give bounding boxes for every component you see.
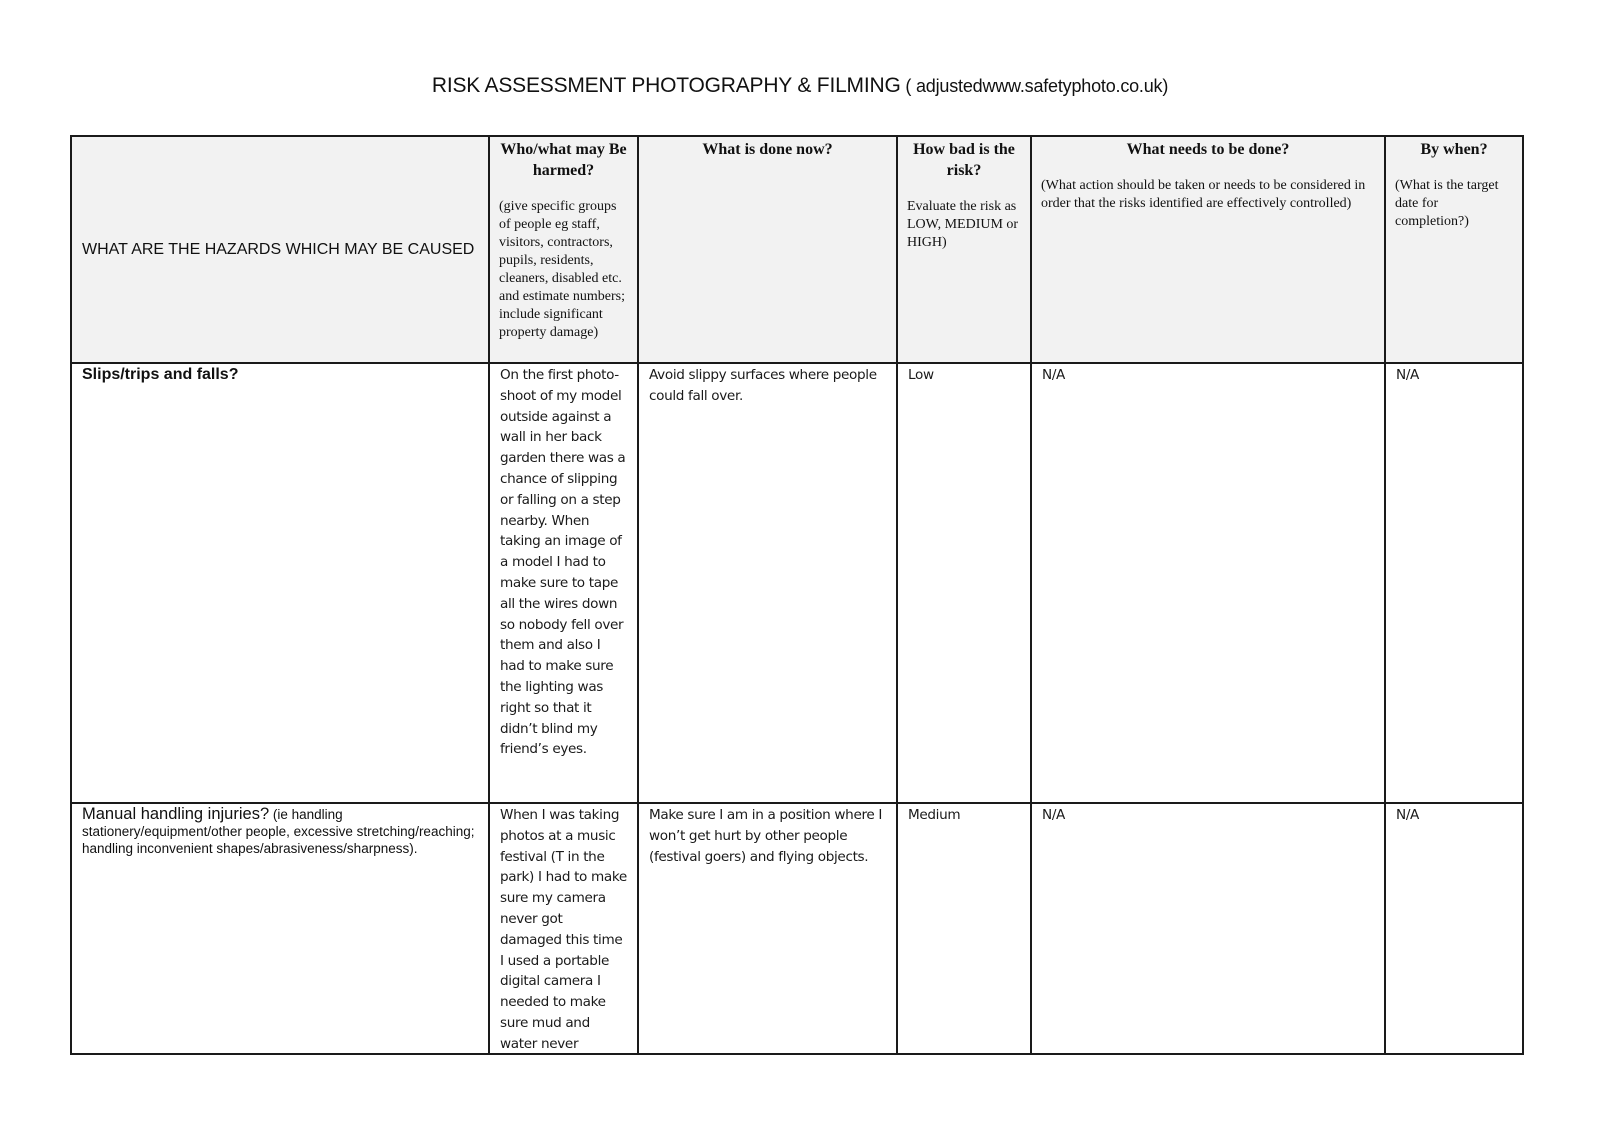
how-bad-text: Medium <box>908 807 961 823</box>
header-by-when-title: By when? <box>1420 141 1488 158</box>
who-cell <box>489 363 638 803</box>
who-text: On the first photo-shoot of my model outside against a wall in her back garden there was a chance of slipping or falling on a step nearby. When taking an image of a model I had to make sure to tape all the wires down so nobody fell over them and also I had to make sure the lighting was right so that it didn’t blind my friend’s eyes. <box>500 367 626 758</box>
by-when-cell <box>1385 363 1523 803</box>
header-done-now <box>638 136 897 363</box>
needs-done-text: N/A <box>1042 807 1065 823</box>
needs-done-cell <box>1031 803 1385 1054</box>
header-who <box>489 136 638 363</box>
hazard-title: Slips/trips and falls? <box>82 366 239 383</box>
header-how-bad-title: How bad is the risk? <box>913 141 1015 179</box>
header-needs-done-note: (What action should be taken or needs to be considered in order that the risks identified are effectively controlled) <box>1041 178 1366 211</box>
risk-assessment-table <box>70 135 1524 1055</box>
who-cell <box>489 803 638 1054</box>
done-now-text: Avoid slippy surfaces where people could fall over. <box>649 367 877 404</box>
by-when-text: N/A <box>1396 367 1419 383</box>
page-title <box>0 74 1600 98</box>
header-needs-done-title: What needs to be done? <box>1126 141 1290 158</box>
needs-done-text: N/A <box>1042 367 1065 383</box>
header-done-now-title: What is done now? <box>702 141 833 158</box>
header-hazards-label: WHAT ARE THE HAZARDS WHICH MAY BE CAUSED <box>82 241 475 258</box>
done-now-cell <box>638 363 897 803</box>
title-source: ( adjustedwww.safetyphoto.co.uk) <box>900 76 1169 96</box>
header-how-bad-note: Evaluate the risk as LOW, MEDIUM or HIGH) <box>907 199 1019 250</box>
how-bad-cell <box>897 363 1031 803</box>
done-now-cell <box>638 803 897 1054</box>
who-text: When I was taking photos at a music festival (T in the park) I had to make sure my camera never got damaged this time I used a portable digital camera I needed to make sure mud and water never <box>500 807 627 1052</box>
header-who-title: Who/what may Be harmed? <box>500 141 627 179</box>
how-bad-text: Low <box>908 367 934 383</box>
header-how-bad <box>897 136 1031 363</box>
hazard-cell <box>71 803 489 1054</box>
hazard-detail: (ie handling stationery/equipment/other people, excessive stretching/reaching; handling inconvenient shapes/abrasiveness/sharpness). <box>82 807 475 856</box>
hazard-title: Manual handling injuries? <box>82 805 270 823</box>
header-by-when <box>1385 136 1523 363</box>
title-main: RISK ASSESSMENT PHOTOGRAPHY & FILMING <box>431 74 901 97</box>
needs-done-cell <box>1031 363 1385 803</box>
header-needs-done <box>1031 136 1385 363</box>
how-bad-cell <box>897 803 1031 1054</box>
header-who-note: (give specific groups of people eg staff, visitors, contractors, pupils, residents, cleaners, disabled etc. and estimate numbers; include significant property damage) <box>499 199 625 340</box>
table-header-row <box>71 136 1523 363</box>
header-by-when-note: (What is the target date for completion?) <box>1395 178 1499 229</box>
by-when-text: N/A <box>1396 807 1419 823</box>
table-row <box>71 803 1523 1054</box>
by-when-cell <box>1385 803 1523 1054</box>
done-now-text: Make sure I am in a position where I won’t get hurt by other people (festival goers) and flying objects. <box>649 807 883 865</box>
header-hazards <box>71 136 489 363</box>
table-row <box>71 363 1523 803</box>
hazard-cell <box>71 363 489 803</box>
